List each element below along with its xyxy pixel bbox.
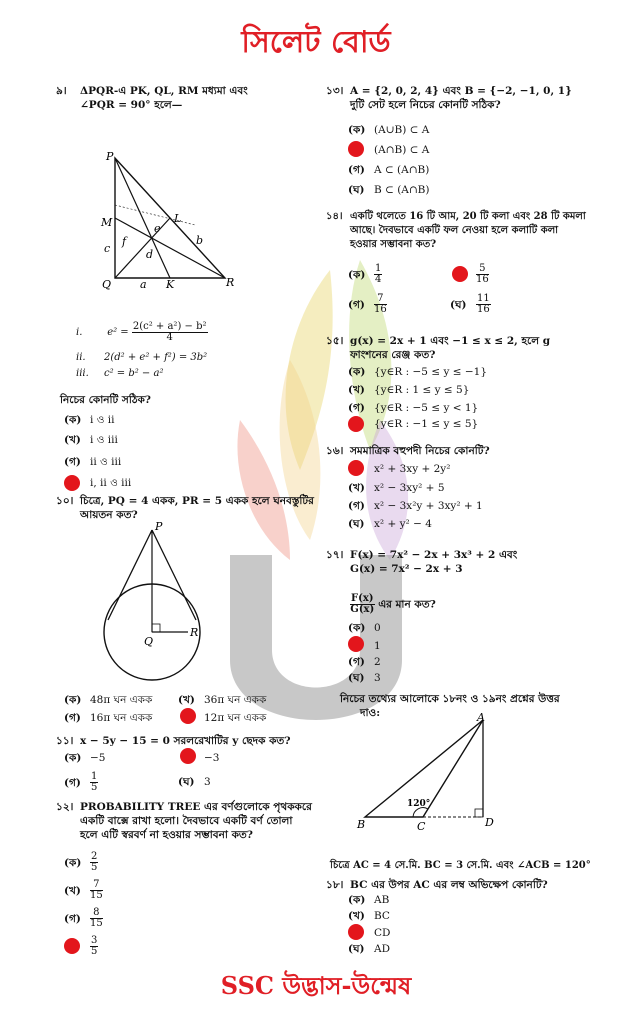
- question-18-intro: নিচের তথ্যের আলোকে ১৮নং ও ১৯নং প্রশ্নের উত্তর দাও:: [340, 693, 560, 719]
- question-10: ১০। চিত্রে, PQ = 4 একক, PR = 5 একক হলে ঘনবস্তুটির আয়তন কত?: [56, 495, 314, 521]
- footer-brand: SSC উদ্ভাস-উন্মেষ: [220, 971, 412, 1000]
- option-gha[interactable]: (ঘ) x² + y² − 4: [348, 518, 432, 530]
- question-9: [56, 84, 316, 112]
- question-16: ১৬। সমমাত্রিক বহুপদী নিচের কোনটি?: [326, 445, 490, 457]
- label-q: Q: [102, 278, 112, 290]
- question-17: ১৭। F(x) = 7x² − 2x + 3x³ + 2 এবং G(x) = 7x² − 2x + 3: [326, 549, 518, 575]
- option-kha[interactable]: $\frac{5}{16}$: [476, 263, 489, 285]
- figure-caption: চিত্রে AC = 4 সে.মি. BC = 3 সে.মি. এবং ∠ACB = 120°: [330, 860, 591, 871]
- label-f: f: [122, 235, 127, 248]
- cone-sphere-figure: [100, 520, 220, 690]
- statement-iii: iii. c² = b² − a²: [76, 368, 164, 379]
- label-a: a: [140, 278, 147, 290]
- option-ga[interactable]: (গ) $\frac{8}{15}$: [64, 907, 103, 929]
- question-14: ১৪। একটি থলেতে 16 টি আম, 20 টি কলা এবং 28 টি কমলা আছে। দৈবভাবে একটি ফল নেওয়া হলে কলাটি কলা হওয়ার সম্ভাবনা কত?: [326, 211, 586, 250]
- option-ga[interactable]: (গ) {y∈R : −5 ≤ y < 1}: [348, 402, 479, 414]
- option-ka[interactable]: (ক) $\frac{1}{4}$: [348, 263, 382, 285]
- option-ka[interactable]: (ক) (A∪B) ⊂ A: [348, 124, 430, 136]
- option-gha[interactable]: $\frac{3}{5}$: [91, 935, 98, 957]
- label-b: b: [196, 234, 204, 247]
- label-l: L: [174, 212, 182, 225]
- option-ka[interactable]: (ক) AB: [348, 894, 390, 906]
- option-kha[interactable]: −3: [204, 752, 220, 764]
- option-ka[interactable]: (ক) −5: [64, 752, 106, 764]
- option-kha[interactable]: (খ) {y∈R : 1 ≤ y ≤ 5}: [348, 384, 470, 396]
- question-prompt: নিচের কোনটি সঠিক?: [60, 394, 151, 406]
- label-r: R: [190, 626, 199, 639]
- label-c: c: [104, 242, 111, 255]
- label-d: d: [146, 248, 154, 261]
- option-kha[interactable]: (খ) 36π ঘন একক: [178, 694, 267, 706]
- option-ka[interactable]: (ক) 48π ঘন একক: [64, 694, 153, 706]
- option-kha[interactable]: 1: [374, 640, 381, 652]
- label-m: M: [101, 216, 113, 229]
- question-12: ১২। PROBABILITY TREE এর বর্ণগুলোকে পৃথককরে একটি বাক্সে রাখা হলো। দৈবভাবে একটি বর্ণ তোলা হলে এটি স্বরবর্ণ না হওয়ার সম্ভাবনা কত?: [56, 801, 312, 841]
- option-kha[interactable]: (A∩B) ⊂ A: [374, 144, 430, 156]
- label-q: Q: [144, 635, 154, 648]
- option-ga[interactable]: (গ) $\frac{1}{5}$: [64, 771, 98, 793]
- option-ga[interactable]: (গ) 2: [348, 656, 381, 668]
- option-ga[interactable]: CD: [374, 927, 391, 939]
- option-kha[interactable]: (খ) x² − 3xy² + 5: [348, 482, 445, 494]
- option-kha[interactable]: (খ) $\frac{7}{15}$: [64, 879, 103, 901]
- statement-i: i. e² = $\frac{\text{2(c² + a²) − b²}}{4}$: [76, 321, 207, 343]
- option-gha[interactable]: (ঘ) 3: [348, 672, 381, 684]
- label-r: R: [226, 276, 235, 289]
- question-18: ১৮। BC এর উপর AC এর লম্ব অভিক্ষেপ কোনটি?: [326, 879, 548, 891]
- question-number: ৯।: [56, 85, 67, 97]
- option-ka[interactable]: (ক) {y∈R : −5 ≤ y ≤ −1}: [348, 366, 488, 378]
- option-kha[interactable]: (খ) BC: [348, 910, 390, 922]
- option-gha[interactable]: (ঘ) B ⊂ (A∩B): [348, 184, 430, 196]
- option-gha[interactable]: (ঘ) 3: [178, 776, 211, 788]
- option-gha[interactable]: (ঘ) AD: [348, 943, 391, 955]
- angle-label: 120°: [407, 799, 431, 809]
- option-gha[interactable]: i, ii ও iii: [90, 477, 132, 489]
- option-ka[interactable]: x² + 3xy + 2y²: [374, 463, 451, 475]
- label-p: P: [155, 520, 163, 533]
- label-a: A: [477, 712, 485, 724]
- question-15: ১৫। g(x) = 2x + 1 এবং −1 ≤ x ≤ 2, হলে g ফাংশনের রেঞ্জ কত?: [326, 335, 551, 361]
- option-ga[interactable]: (গ) $\frac{7}{16}$: [348, 293, 387, 315]
- label-d: D: [485, 816, 494, 829]
- option-ga[interactable]: (গ) ii ও iii: [64, 456, 122, 468]
- option-gha[interactable]: 12π ঘন একক: [204, 712, 267, 724]
- option-ga[interactable]: (গ) 16π ঘন একক: [64, 712, 153, 724]
- label-p: P: [106, 150, 114, 163]
- option-kha[interactable]: (খ) i ও iii: [64, 434, 118, 446]
- triangle-abcd-figure: [355, 712, 495, 837]
- option-gha[interactable]: {y∈R : −1 ≤ y ≤ 5}: [374, 418, 479, 430]
- question-13: ১৩। A = {2, 0, 2, 4} এবং B = {−2, −1, 0, 1} দুটি সেট হলে নিচের কোনটি সঠিক?: [326, 85, 572, 111]
- option-gha[interactable]: (ঘ) $\frac{11}{16}$: [450, 293, 490, 315]
- option-ka[interactable]: (ক) $\frac{2}{5}$: [64, 851, 98, 873]
- question-text: ΔPQR-এ PK, QL, RM মধ্যমা এবং: [80, 85, 248, 97]
- page-title: সিলেট বোর্ড: [241, 25, 391, 60]
- question-17-fraction: $\frac{F(x)}{G(x)}$ এর মান কত?: [350, 593, 436, 615]
- option-ka[interactable]: (ক) i ও ii: [64, 414, 115, 426]
- option-ka[interactable]: (ক) 0: [348, 622, 381, 634]
- statement-ii: ii. 2(d² + e² + f²) = 3b²: [76, 352, 208, 363]
- triangle-pqr-figure: [100, 150, 240, 290]
- label-e: e: [154, 222, 161, 235]
- option-ga[interactable]: (গ) x² − 3x²y + 3xy² + 1: [348, 500, 483, 512]
- option-ga[interactable]: (গ) A ⊂ (A∩B): [348, 164, 430, 176]
- question-11: ১১। x − 5y − 15 = 0 সরলরেখাটির y ছেদক কত?: [56, 735, 291, 747]
- label-b: B: [357, 818, 366, 831]
- label-k: K: [166, 278, 175, 290]
- label-c: C: [417, 820, 426, 833]
- question-text: ∠PQR = 90° হলে—: [80, 99, 183, 111]
